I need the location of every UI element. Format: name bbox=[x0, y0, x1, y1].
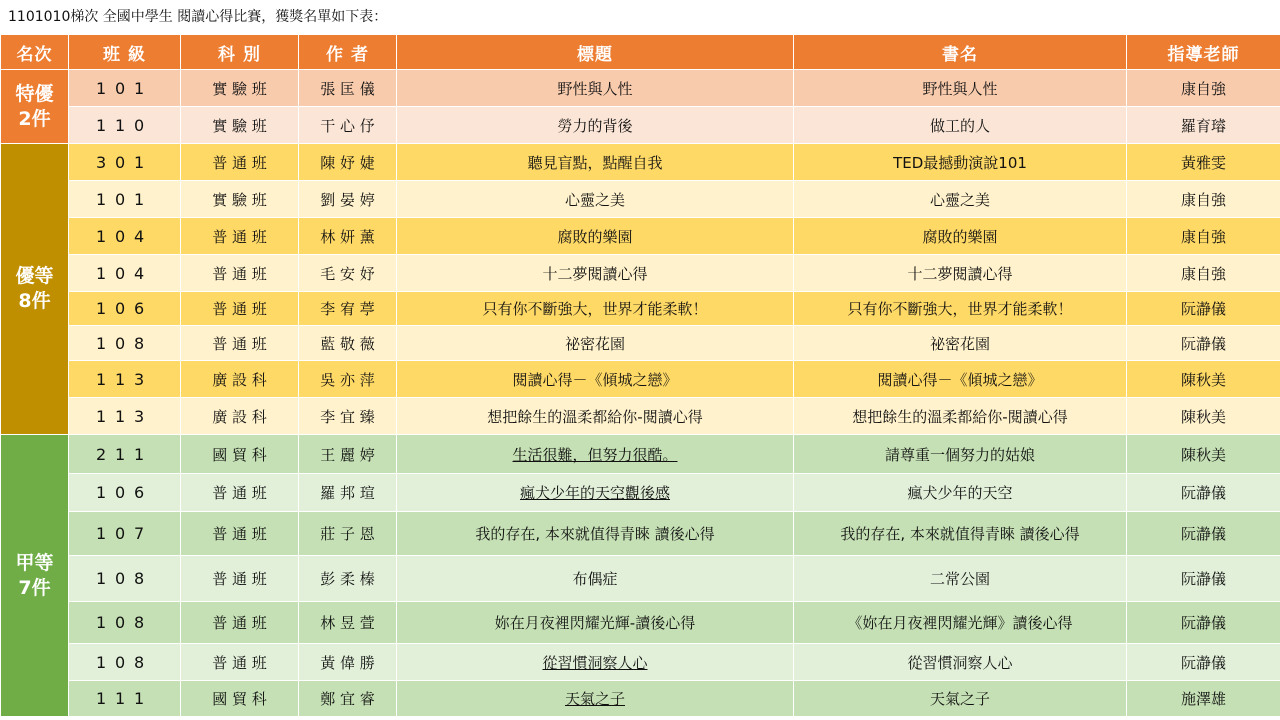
book-cell: 天氣之子 bbox=[794, 681, 1127, 717]
title-cell: 聽見盲點，點醒自我 bbox=[397, 144, 794, 181]
table-row bbox=[1, 602, 1280, 644]
table-row bbox=[1, 107, 1280, 144]
dept-cell: 國 貿 科 bbox=[181, 435, 299, 474]
teacher-cell: 阮瀞儀 bbox=[1127, 644, 1280, 681]
class-cell: 106 bbox=[69, 474, 181, 512]
dept-cell: 普 通 班 bbox=[181, 556, 299, 602]
book-cell: 十二夢閱讀心得 bbox=[794, 255, 1127, 292]
dept-cell: 廣 設 科 bbox=[181, 398, 299, 435]
rank-count: 7件 bbox=[18, 576, 51, 599]
rank-count: 2件 bbox=[18, 107, 51, 130]
book-cell: TED最撼動演說101 bbox=[794, 144, 1127, 181]
author-cell: 鄭 宜 睿 bbox=[299, 681, 397, 717]
table-row bbox=[1, 644, 1280, 681]
book-cell: 腐敗的樂園 bbox=[794, 218, 1127, 255]
teacher-cell: 康自強 bbox=[1127, 70, 1280, 107]
title-cell: 心靈之美 bbox=[397, 181, 794, 218]
class-cell: 110 bbox=[69, 107, 181, 144]
dept-cell: 普 通 班 bbox=[181, 512, 299, 556]
book-cell: 心靈之美 bbox=[794, 181, 1127, 218]
title-cell: 從習慣洞察人心 bbox=[397, 644, 794, 681]
dept-cell: 普 通 班 bbox=[181, 255, 299, 292]
teacher-cell: 阮瀞儀 bbox=[1127, 556, 1280, 602]
rank-label: 優等 bbox=[15, 265, 54, 287]
teacher-cell: 康自強 bbox=[1127, 181, 1280, 218]
header-rank: 名次 bbox=[1, 35, 69, 70]
class-cell: 301 bbox=[69, 144, 181, 181]
title-cell: 勞力的背後 bbox=[397, 107, 794, 144]
table-row bbox=[1, 398, 1280, 435]
book-cell: 閱讀心得－《傾城之戀》 bbox=[794, 361, 1127, 398]
class-cell: 108 bbox=[69, 556, 181, 602]
dept-cell: 實 驗 班 bbox=[181, 181, 299, 218]
dept-cell: 國 貿 科 bbox=[181, 681, 299, 717]
teacher-cell: 陳秋美 bbox=[1127, 435, 1280, 474]
table-row bbox=[1, 474, 1280, 512]
teacher-cell: 陳秋美 bbox=[1127, 361, 1280, 398]
dept-cell: 實 驗 班 bbox=[181, 70, 299, 107]
author-cell: 李 宥 葶 bbox=[299, 292, 397, 326]
class-cell: 104 bbox=[69, 255, 181, 292]
book-cell: 野性與人性 bbox=[794, 70, 1127, 107]
author-cell: 毛 安 妤 bbox=[299, 255, 397, 292]
teacher-cell: 康自強 bbox=[1127, 218, 1280, 255]
table-row bbox=[1, 218, 1280, 255]
title-cell: 生活很難，但努力很酷。 bbox=[397, 435, 794, 474]
dept-cell: 廣 設 科 bbox=[181, 361, 299, 398]
group-first bbox=[1, 435, 1280, 717]
table-row bbox=[1, 512, 1280, 556]
title-cell: 布偶症 bbox=[397, 556, 794, 602]
class-cell: 101 bbox=[69, 181, 181, 218]
teacher-cell: 羅育璿 bbox=[1127, 107, 1280, 144]
title-cell: 瘋犬少年的天空觀後感 bbox=[397, 474, 794, 512]
title-cell: 閱讀心得－《傾城之戀》 bbox=[397, 361, 794, 398]
title-cell: 想把餘生的溫柔都給你-閱讀心得 bbox=[397, 398, 794, 435]
author-cell: 劉 晏 婷 bbox=[299, 181, 397, 218]
class-cell: 108 bbox=[69, 602, 181, 644]
dept-cell: 普 通 班 bbox=[181, 644, 299, 681]
table-row bbox=[1, 556, 1280, 602]
author-cell: 莊 子 恩 bbox=[299, 512, 397, 556]
group-special bbox=[1, 70, 1280, 144]
dept-cell: 普 通 班 bbox=[181, 292, 299, 326]
teacher-cell: 阮瀞儀 bbox=[1127, 474, 1280, 512]
title-cell: 祕密花園 bbox=[397, 326, 794, 361]
rank-count: 8件 bbox=[18, 290, 51, 312]
header-author: 作 者 bbox=[299, 35, 397, 70]
dept-cell: 普 通 班 bbox=[181, 474, 299, 512]
book-cell: 《妳在月夜裡閃耀光輝》讀後心得 bbox=[794, 602, 1127, 644]
book-cell: 祕密花園 bbox=[794, 326, 1127, 361]
table-row bbox=[1, 326, 1280, 361]
class-cell: 107 bbox=[69, 512, 181, 556]
table-row bbox=[1, 70, 1280, 107]
teacher-cell: 阮瀞儀 bbox=[1127, 512, 1280, 556]
awards-table bbox=[0, 34, 1280, 717]
rank-label: 甲等 bbox=[15, 551, 54, 574]
header-title: 標題 bbox=[397, 35, 794, 70]
author-cell: 彭 柔 榛 bbox=[299, 556, 397, 602]
table-row bbox=[1, 435, 1280, 474]
author-cell: 張 匡 儀 bbox=[299, 70, 397, 107]
class-cell: 111 bbox=[69, 681, 181, 717]
table-row bbox=[1, 255, 1280, 292]
class-cell: 104 bbox=[69, 218, 181, 255]
dept-cell: 普 通 班 bbox=[181, 602, 299, 644]
table-row bbox=[1, 181, 1280, 218]
author-cell: 李 宜 臻 bbox=[299, 398, 397, 435]
author-cell: 陳 妤 婕 bbox=[299, 144, 397, 181]
book-cell: 瘋犬少年的天空 bbox=[794, 474, 1127, 512]
author-cell: 王 麗 婷 bbox=[299, 435, 397, 474]
teacher-cell: 阮瀞儀 bbox=[1127, 292, 1280, 326]
rank-cell-special bbox=[1, 70, 69, 144]
header-row bbox=[1, 35, 1280, 70]
dept-cell: 實 驗 班 bbox=[181, 107, 299, 144]
class-cell: 108 bbox=[69, 326, 181, 361]
header-teacher: 指導老師 bbox=[1127, 35, 1280, 70]
author-cell: 藍 敬 薇 bbox=[299, 326, 397, 361]
title-cell: 妳在月夜裡閃耀光輝-讀後心得 bbox=[397, 602, 794, 644]
table-row bbox=[1, 292, 1280, 326]
teacher-cell: 康自強 bbox=[1127, 255, 1280, 292]
author-cell: 吳 亦 萍 bbox=[299, 361, 397, 398]
class-cell: 211 bbox=[69, 435, 181, 474]
teacher-cell: 黃雅雯 bbox=[1127, 144, 1280, 181]
rank-label: 特優 bbox=[15, 82, 54, 105]
class-cell: 113 bbox=[69, 398, 181, 435]
table-caption: 1101010梯次 全國中學生 閱讀心得比賽，獲獎名單如下表： bbox=[8, 9, 388, 25]
header-dept: 科 別 bbox=[181, 35, 299, 70]
title-cell: 只有你不斷強大，世界才能柔軟！ bbox=[397, 292, 794, 326]
dept-cell: 普 通 班 bbox=[181, 218, 299, 255]
table-row bbox=[1, 144, 1280, 181]
book-cell: 只有你不斷強大，世界才能柔軟！ bbox=[794, 292, 1127, 326]
teacher-cell: 施澤雄 bbox=[1127, 681, 1280, 717]
table-row bbox=[1, 681, 1280, 717]
book-cell: 我的存在, 本來就值得青睞 讀後心得 bbox=[794, 512, 1127, 556]
class-cell: 106 bbox=[69, 292, 181, 326]
book-cell: 從習慣洞察人心 bbox=[794, 644, 1127, 681]
book-cell: 二常公園 bbox=[794, 556, 1127, 602]
rank-cell-merit bbox=[1, 144, 69, 435]
dept-cell: 普 通 班 bbox=[181, 326, 299, 361]
author-cell: 林 昱 萱 bbox=[299, 602, 397, 644]
title-cell: 天氣之子 bbox=[397, 681, 794, 717]
group-merit bbox=[1, 144, 1280, 435]
author-cell: 林 妍 薰 bbox=[299, 218, 397, 255]
author-cell: 黃 偉 勝 bbox=[299, 644, 397, 681]
class-cell: 101 bbox=[69, 70, 181, 107]
table-row bbox=[1, 361, 1280, 398]
book-cell: 做工的人 bbox=[794, 107, 1127, 144]
author-cell: 干 心 伃 bbox=[299, 107, 397, 144]
title-cell: 腐敗的樂園 bbox=[397, 218, 794, 255]
teacher-cell: 阮瀞儀 bbox=[1127, 326, 1280, 361]
dept-cell: 普 通 班 bbox=[181, 144, 299, 181]
title-cell: 十二夢閱讀心得 bbox=[397, 255, 794, 292]
teacher-cell: 陳秋美 bbox=[1127, 398, 1280, 435]
title-cell: 野性與人性 bbox=[397, 70, 794, 107]
author-cell: 羅 邦 瑄 bbox=[299, 474, 397, 512]
teacher-cell: 阮瀞儀 bbox=[1127, 602, 1280, 644]
rank-cell-first bbox=[1, 435, 69, 717]
header-book: 書名 bbox=[794, 35, 1127, 70]
title-cell: 我的存在, 本來就值得青睞 讀後心得 bbox=[397, 512, 794, 556]
class-cell: 108 bbox=[69, 644, 181, 681]
header-class: 班 級 bbox=[69, 35, 181, 70]
class-cell: 113 bbox=[69, 361, 181, 398]
book-cell: 請尊重一個努力的姑娘 bbox=[794, 435, 1127, 474]
book-cell: 想把餘生的溫柔都給你-閱讀心得 bbox=[794, 398, 1127, 435]
